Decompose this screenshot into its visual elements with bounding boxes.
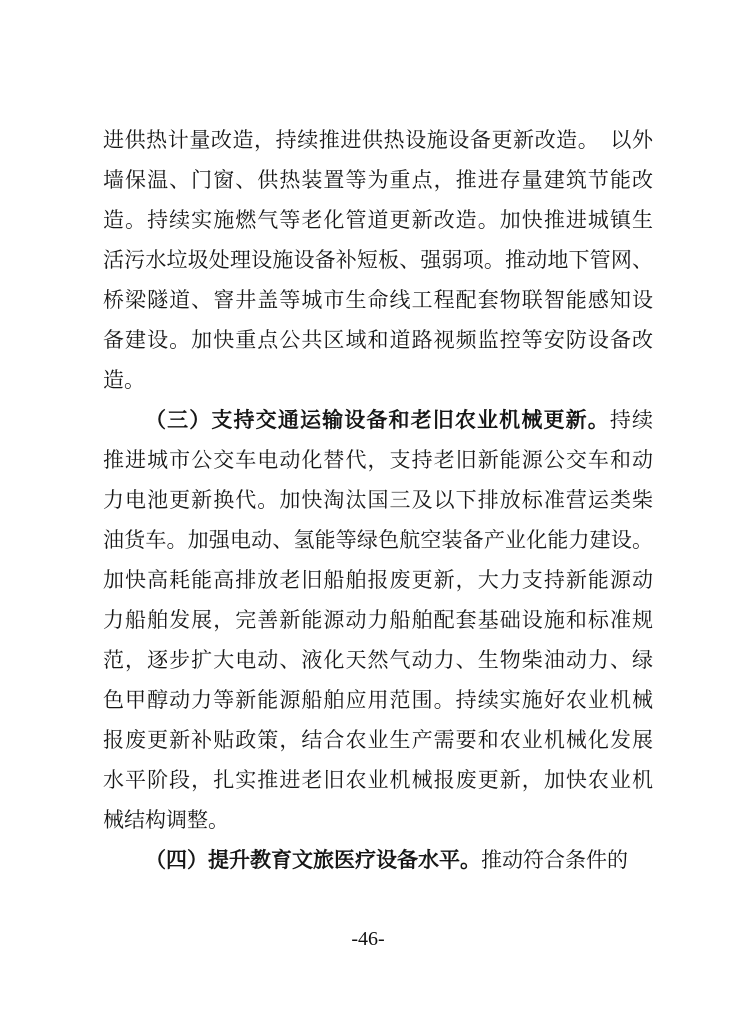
body-text: 力电池更新换代。加快淘汰国三及以下排放标准营运类柴	[103, 488, 653, 512]
body-text: 持续	[609, 408, 653, 432]
text-line	[103, 320, 653, 360]
text-line	[103, 200, 653, 240]
text-line	[103, 600, 653, 640]
body-text: 墙保温、门窗、供热装置等为重点，推进存量建筑节能改	[103, 168, 653, 192]
page-number: -46-	[351, 928, 385, 950]
body-text: 推进城市公交车电动化替代，支持老旧新能源公交车和动	[103, 448, 653, 472]
body-text: 色甲醇动力等新能源船舶应用范围。持续实施好农业机械	[103, 688, 653, 712]
page-footer	[0, 926, 736, 952]
text-line	[103, 160, 653, 200]
text-line	[103, 120, 653, 160]
text-line	[103, 520, 653, 560]
text-line	[103, 440, 653, 480]
text-line	[103, 760, 653, 800]
text-line	[103, 360, 653, 400]
body-text: 力船舶发展，完善新能源动力船舶配套基础设施和标准规	[103, 608, 653, 632]
body-text: 桥梁隧道、窨井盖等城市生命线工程配套物联智能感知设	[103, 288, 653, 312]
body-text: 备建设。加快重点公共区域和道路视频监控等安防设备改	[103, 328, 653, 352]
body-text: 造。持续实施燃气等老化管道更新改造。加快推进城镇生	[103, 208, 653, 232]
section-heading-text: （三）支持交通运输设备和老旧农业机械更新。	[145, 408, 610, 432]
body-text: 报废更新补贴政策，结合农业生产需要和农业机械化发展	[103, 728, 653, 752]
text-line	[103, 240, 653, 280]
text-line	[103, 400, 653, 440]
text-line	[103, 720, 653, 760]
text-line	[103, 680, 653, 720]
body-text: 活污水垃圾处理设施设备补短板、强弱项。推动地下管网、	[103, 248, 653, 272]
text-line	[103, 840, 653, 880]
body-text: 范，逐步扩大电动、液化天然气动力、生物柴油动力、绿	[103, 648, 653, 672]
body-text: 造。	[103, 368, 145, 392]
text-line	[103, 800, 653, 840]
body-text: 进供热计量改造，持续推进供热设施设备更新改造。 以外	[103, 128, 653, 152]
document-body	[103, 120, 653, 880]
text-line	[103, 280, 653, 320]
text-line	[103, 640, 653, 680]
body-text: 械结构调整。	[103, 808, 229, 832]
text-line	[103, 480, 653, 520]
body-text: 加快高耗能高排放老旧船舶报废更新，大力支持新能源动	[103, 568, 653, 592]
body-text: 推动符合条件的	[481, 848, 628, 872]
body-text: 油货车。加强电动、氢能等绿色航空装备产业化能力建设。	[103, 528, 653, 552]
section-heading-text: （四）提升教育文旅医疗设备水平。	[145, 848, 481, 872]
body-text: 水平阶段，扎实推进老旧农业机械报废更新，加快农业机	[103, 768, 653, 792]
text-line	[103, 560, 653, 600]
